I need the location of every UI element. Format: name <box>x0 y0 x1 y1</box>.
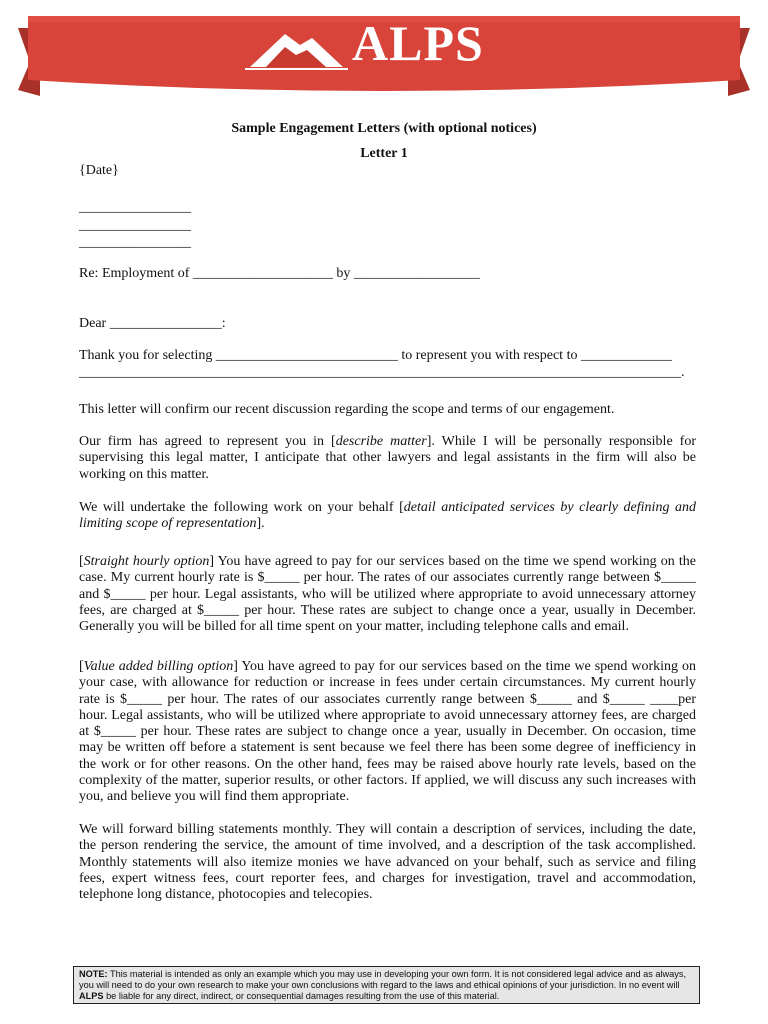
paragraph-hourly-option: [Straight hourly option] You have agreed to pay for our services based on the time we spend working on the case. My current hourly rate is $_____ per hour. The rates of our associates currently range between $_____ and $_____ per hour. Legal assistants, who will be utilized where appropriate to avoid unnecessary attorney fees, are charged at $_____ per hour. These rates are subject to change once a year, usually in December. Generally you will be billed for all time spent on your matter, including telephone calls and email. <box>79 554 696 635</box>
address-line: ________________ <box>79 200 191 215</box>
salutation: Dear ________________: <box>79 316 226 331</box>
address-line: ________________ <box>79 218 191 233</box>
address-line: ________________ <box>79 235 191 250</box>
date-placeholder: {Date} <box>79 163 119 178</box>
paragraph-work: We will undertake the following work on your behalf [detail anticipated services by clearly defining and limiting scope of representation]. <box>79 500 696 532</box>
paragraph-agreed: Our firm has agreed to represent you in [describe matter]. While I will be personally responsible for supervising this legal matter, I anticipate that other lawyers and legal assistants in the firm will also be working on this matter. <box>79 434 696 482</box>
document-title: Sample Engagement Letters (with optional notices) <box>231 121 537 136</box>
re-line: Re: Employment of ____________________ by __________________ <box>79 266 480 281</box>
paragraph-confirm: This letter will confirm our recent discussion regarding the scope and terms of our engagement. <box>79 402 615 417</box>
thanks-line: Thank you for selecting __________________________ to represent you with respect to _____________ <box>79 348 672 363</box>
document-subtitle: Letter 1 <box>360 146 408 161</box>
logo-text: ALPS <box>352 15 484 71</box>
paragraph-billing: We will forward billing statements monthly. They will contain a description of services, including the date, the person rendering the service, the amount of time involved, and a description of the task accomplished. Monthly statements will also itemize monies we have advanced on your behalf, such as service and filing fees, expert witness fees, court reporter fees, and charges for investigation, travel and accommodation, telephone long distance, photocopies and telecopies. <box>79 822 696 903</box>
paragraph-value-billing-option: [Value added billing option] You have agreed to pay for our services based on the time we spend working on your case, with allowance for reduction or increase in fees under certain circumstances. My current hourly rate is $_____ per hour. The rates of our associates currently range between $_____ and $_____ ____per hour. Legal assistants, who will be utilized where appropriate to avoid unnecessary attorney fees, are charged at $_____ per hour. These rates are subject to change once a year, usually in December. On occasion, time may be written off before a statement is sent because we feel there has been some degree of inefficiency in the work or for other reasons. On the other hand, fees may be raised above hourly rate levels, based on the complexity of the matter, superior results, or other factors. If applied, we will discuss any such increases with you, and believe you will find them appropriate. <box>79 659 696 805</box>
thanks-line-continued: ______________________________________________________________________________________. <box>79 365 685 380</box>
note-disclaimer: NOTE: This material is intended as only an example which you may use in developing your own form. It is not considered legal advice and as always, you will need to do your own research to make your own conclusions with regard to the laws and ethical opinions of your jurisdiction. In no event will ALPS be liable for any direct, indirect, or consequential damages resulting from the use of this material. <box>73 966 700 1004</box>
header-banner <box>0 0 768 112</box>
